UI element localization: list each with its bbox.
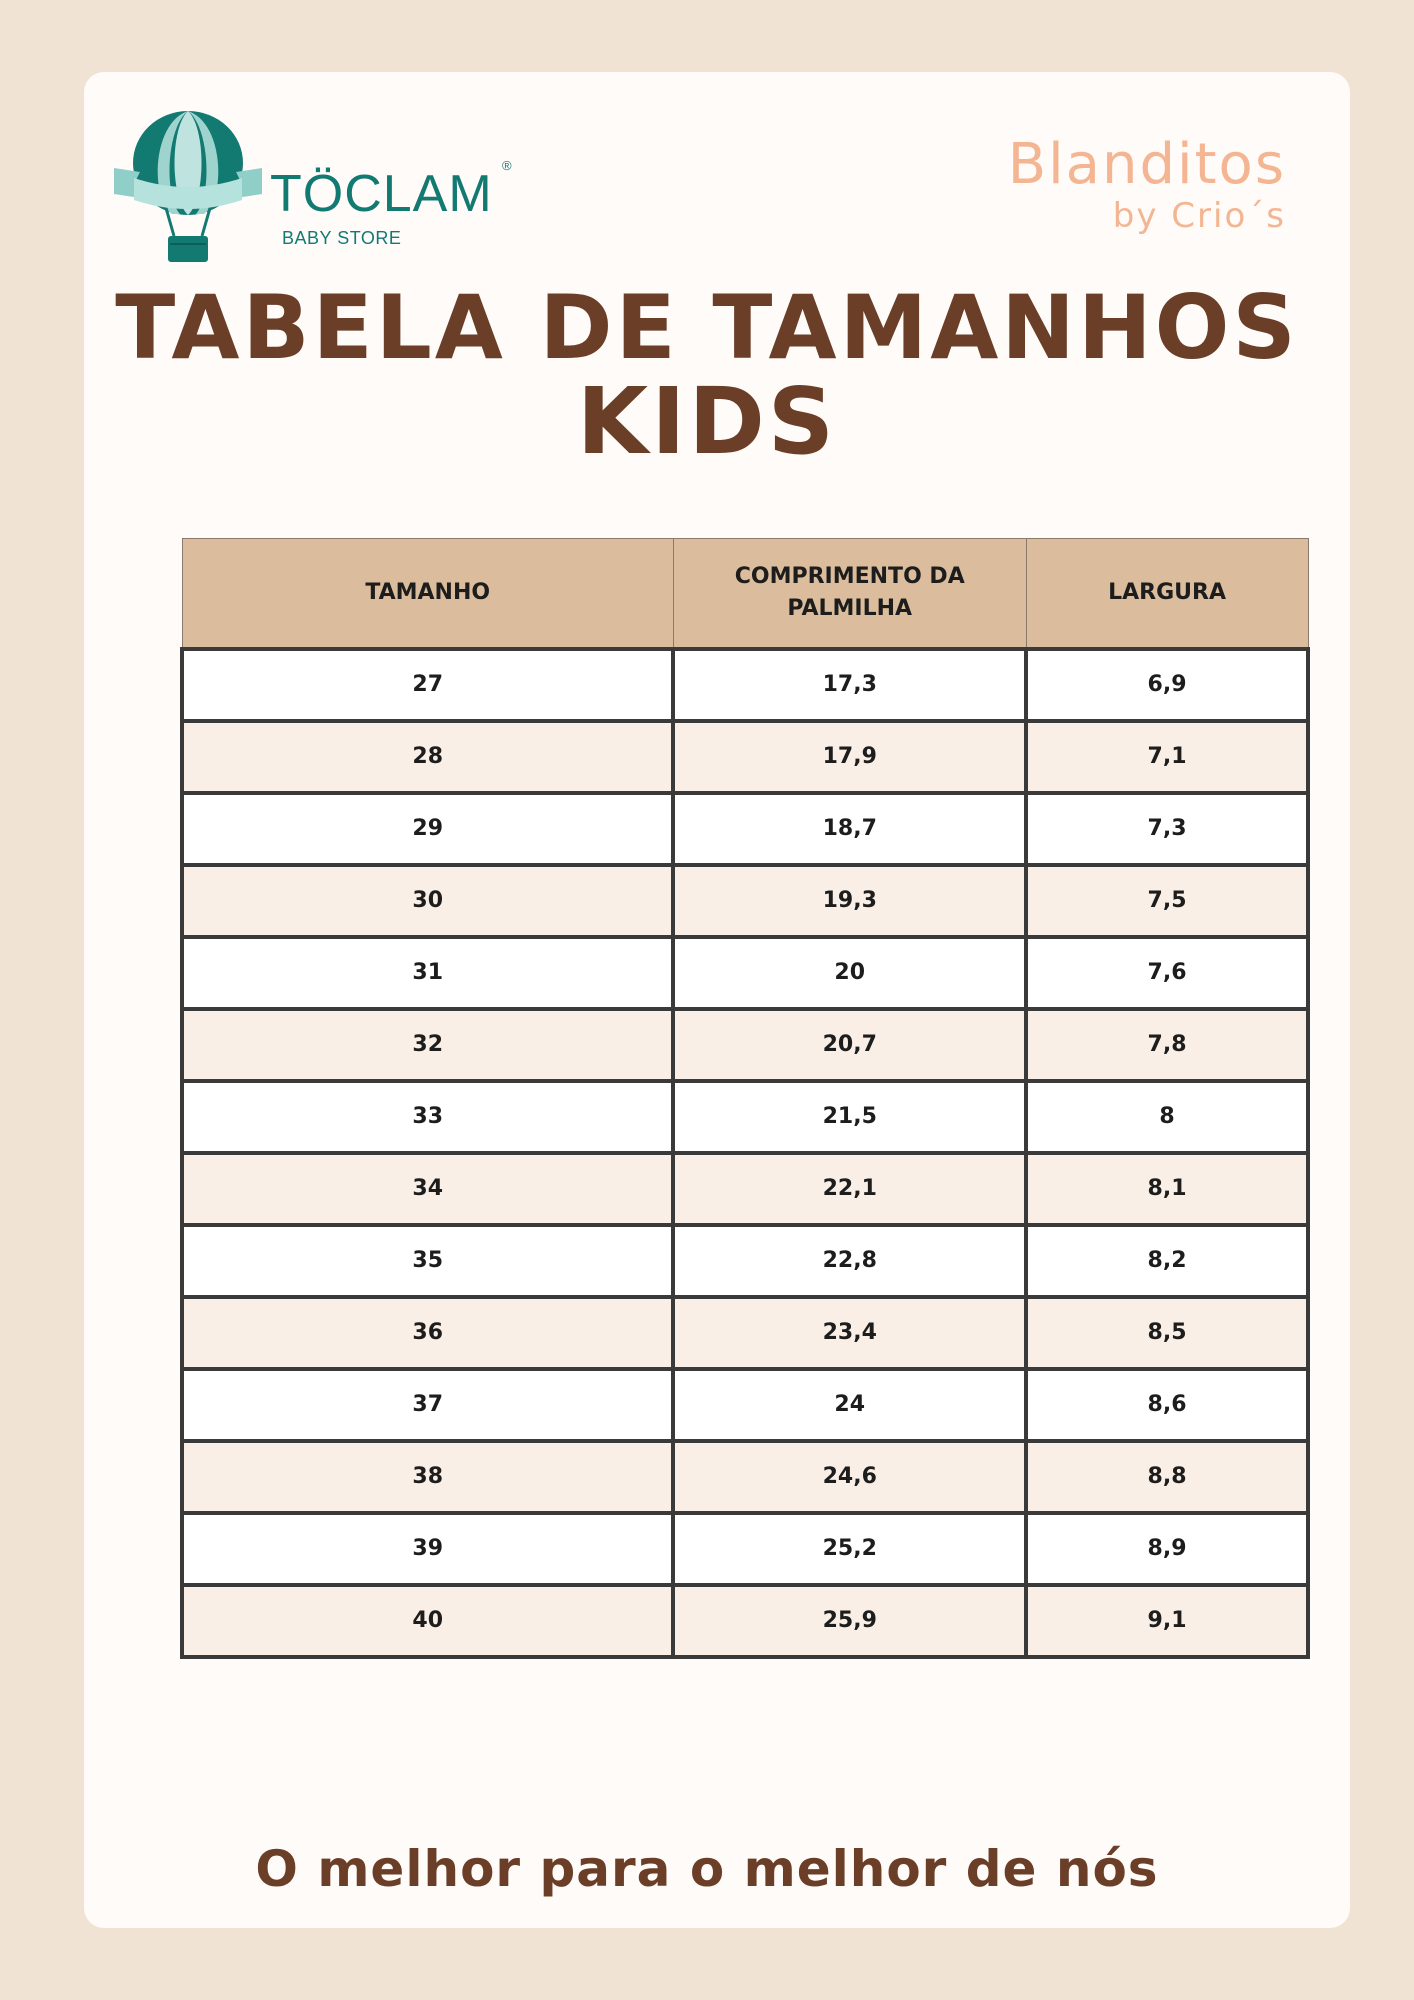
cell-comprimento: 21,5 (673, 1081, 1026, 1153)
table-row (182, 1513, 1308, 1585)
table-row (182, 1297, 1308, 1369)
table-row (182, 937, 1308, 1009)
table-row (182, 649, 1308, 721)
cell-tamanho: 39 (182, 1513, 673, 1585)
header-comprimento: COMPRIMENTO DA PALMILHA (673, 539, 1026, 649)
cell-largura: 8,1 (1026, 1153, 1308, 1225)
size-table-body (182, 649, 1308, 1657)
cell-comprimento: 18,7 (673, 793, 1026, 865)
cell-largura: 6,9 (1026, 649, 1308, 721)
cell-tamanho: 30 (182, 865, 673, 937)
table-header-row (182, 539, 1308, 649)
cell-tamanho: 27 (182, 649, 673, 721)
cell-comprimento: 23,4 (673, 1297, 1026, 1369)
table-row (182, 793, 1308, 865)
cell-tamanho: 38 (182, 1441, 673, 1513)
cell-largura: 8,2 (1026, 1225, 1308, 1297)
cell-tamanho: 31 (182, 937, 673, 1009)
cell-tamanho: 34 (182, 1153, 673, 1225)
table-row (182, 1153, 1308, 1225)
registered-mark: ® (502, 158, 512, 173)
cell-largura: 7,6 (1026, 937, 1308, 1009)
cell-comprimento: 24,6 (673, 1441, 1026, 1513)
header-tamanho: TAMANHO (182, 539, 673, 649)
cell-comprimento: 20 (673, 937, 1026, 1009)
cell-tamanho: 28 (182, 721, 673, 793)
cell-comprimento: 19,3 (673, 865, 1026, 937)
table-row (182, 1081, 1308, 1153)
cell-tamanho: 35 (182, 1225, 673, 1297)
cell-comprimento: 20,7 (673, 1009, 1026, 1081)
toclam-logo-text: TÖCLAM (270, 165, 493, 223)
size-table (180, 538, 1310, 1659)
table-row (182, 865, 1308, 937)
tagline: O melhor para o melhor de nós (255, 1840, 1159, 1898)
page-subtitle: KIDS (576, 368, 838, 475)
header-largura: LARGURA (1026, 539, 1308, 649)
table-row (182, 1369, 1308, 1441)
cell-tamanho: 32 (182, 1009, 673, 1081)
cell-tamanho: 37 (182, 1369, 673, 1441)
cell-comprimento: 22,1 (673, 1153, 1026, 1225)
blanditos-logo-subtitle: by Crio´s (1112, 196, 1286, 236)
cell-largura: 7,3 (1026, 793, 1308, 865)
page-title: TABELA DE TAMANHOS (115, 276, 1299, 379)
cell-tamanho: 36 (182, 1297, 673, 1369)
cell-largura: 8,9 (1026, 1513, 1308, 1585)
cell-comprimento: 25,2 (673, 1513, 1026, 1585)
cell-comprimento: 17,9 (673, 721, 1026, 793)
cell-largura: 7,5 (1026, 865, 1308, 937)
table-row (182, 721, 1308, 793)
cell-largura: 7,1 (1026, 721, 1308, 793)
table-row (182, 1585, 1308, 1657)
cell-tamanho: 33 (182, 1081, 673, 1153)
cell-comprimento: 17,3 (673, 649, 1026, 721)
cell-largura: 8,6 (1026, 1369, 1308, 1441)
cell-comprimento: 25,9 (673, 1585, 1026, 1657)
table-row (182, 1225, 1308, 1297)
cell-tamanho: 29 (182, 793, 673, 865)
cell-comprimento: 24 (673, 1369, 1026, 1441)
toclam-logo-subtitle: BABY STORE (282, 228, 402, 248)
cell-largura: 9,1 (1026, 1585, 1308, 1657)
cell-largura: 8,8 (1026, 1441, 1308, 1513)
cell-largura: 8 (1026, 1081, 1308, 1153)
cell-tamanho: 40 (182, 1585, 673, 1657)
cell-comprimento: 22,8 (673, 1225, 1026, 1297)
table-row (182, 1441, 1308, 1513)
table-row (182, 1009, 1308, 1081)
cell-largura: 7,8 (1026, 1009, 1308, 1081)
cell-largura: 8,5 (1026, 1297, 1308, 1369)
blanditos-logo-text: Blanditos (1007, 132, 1286, 197)
